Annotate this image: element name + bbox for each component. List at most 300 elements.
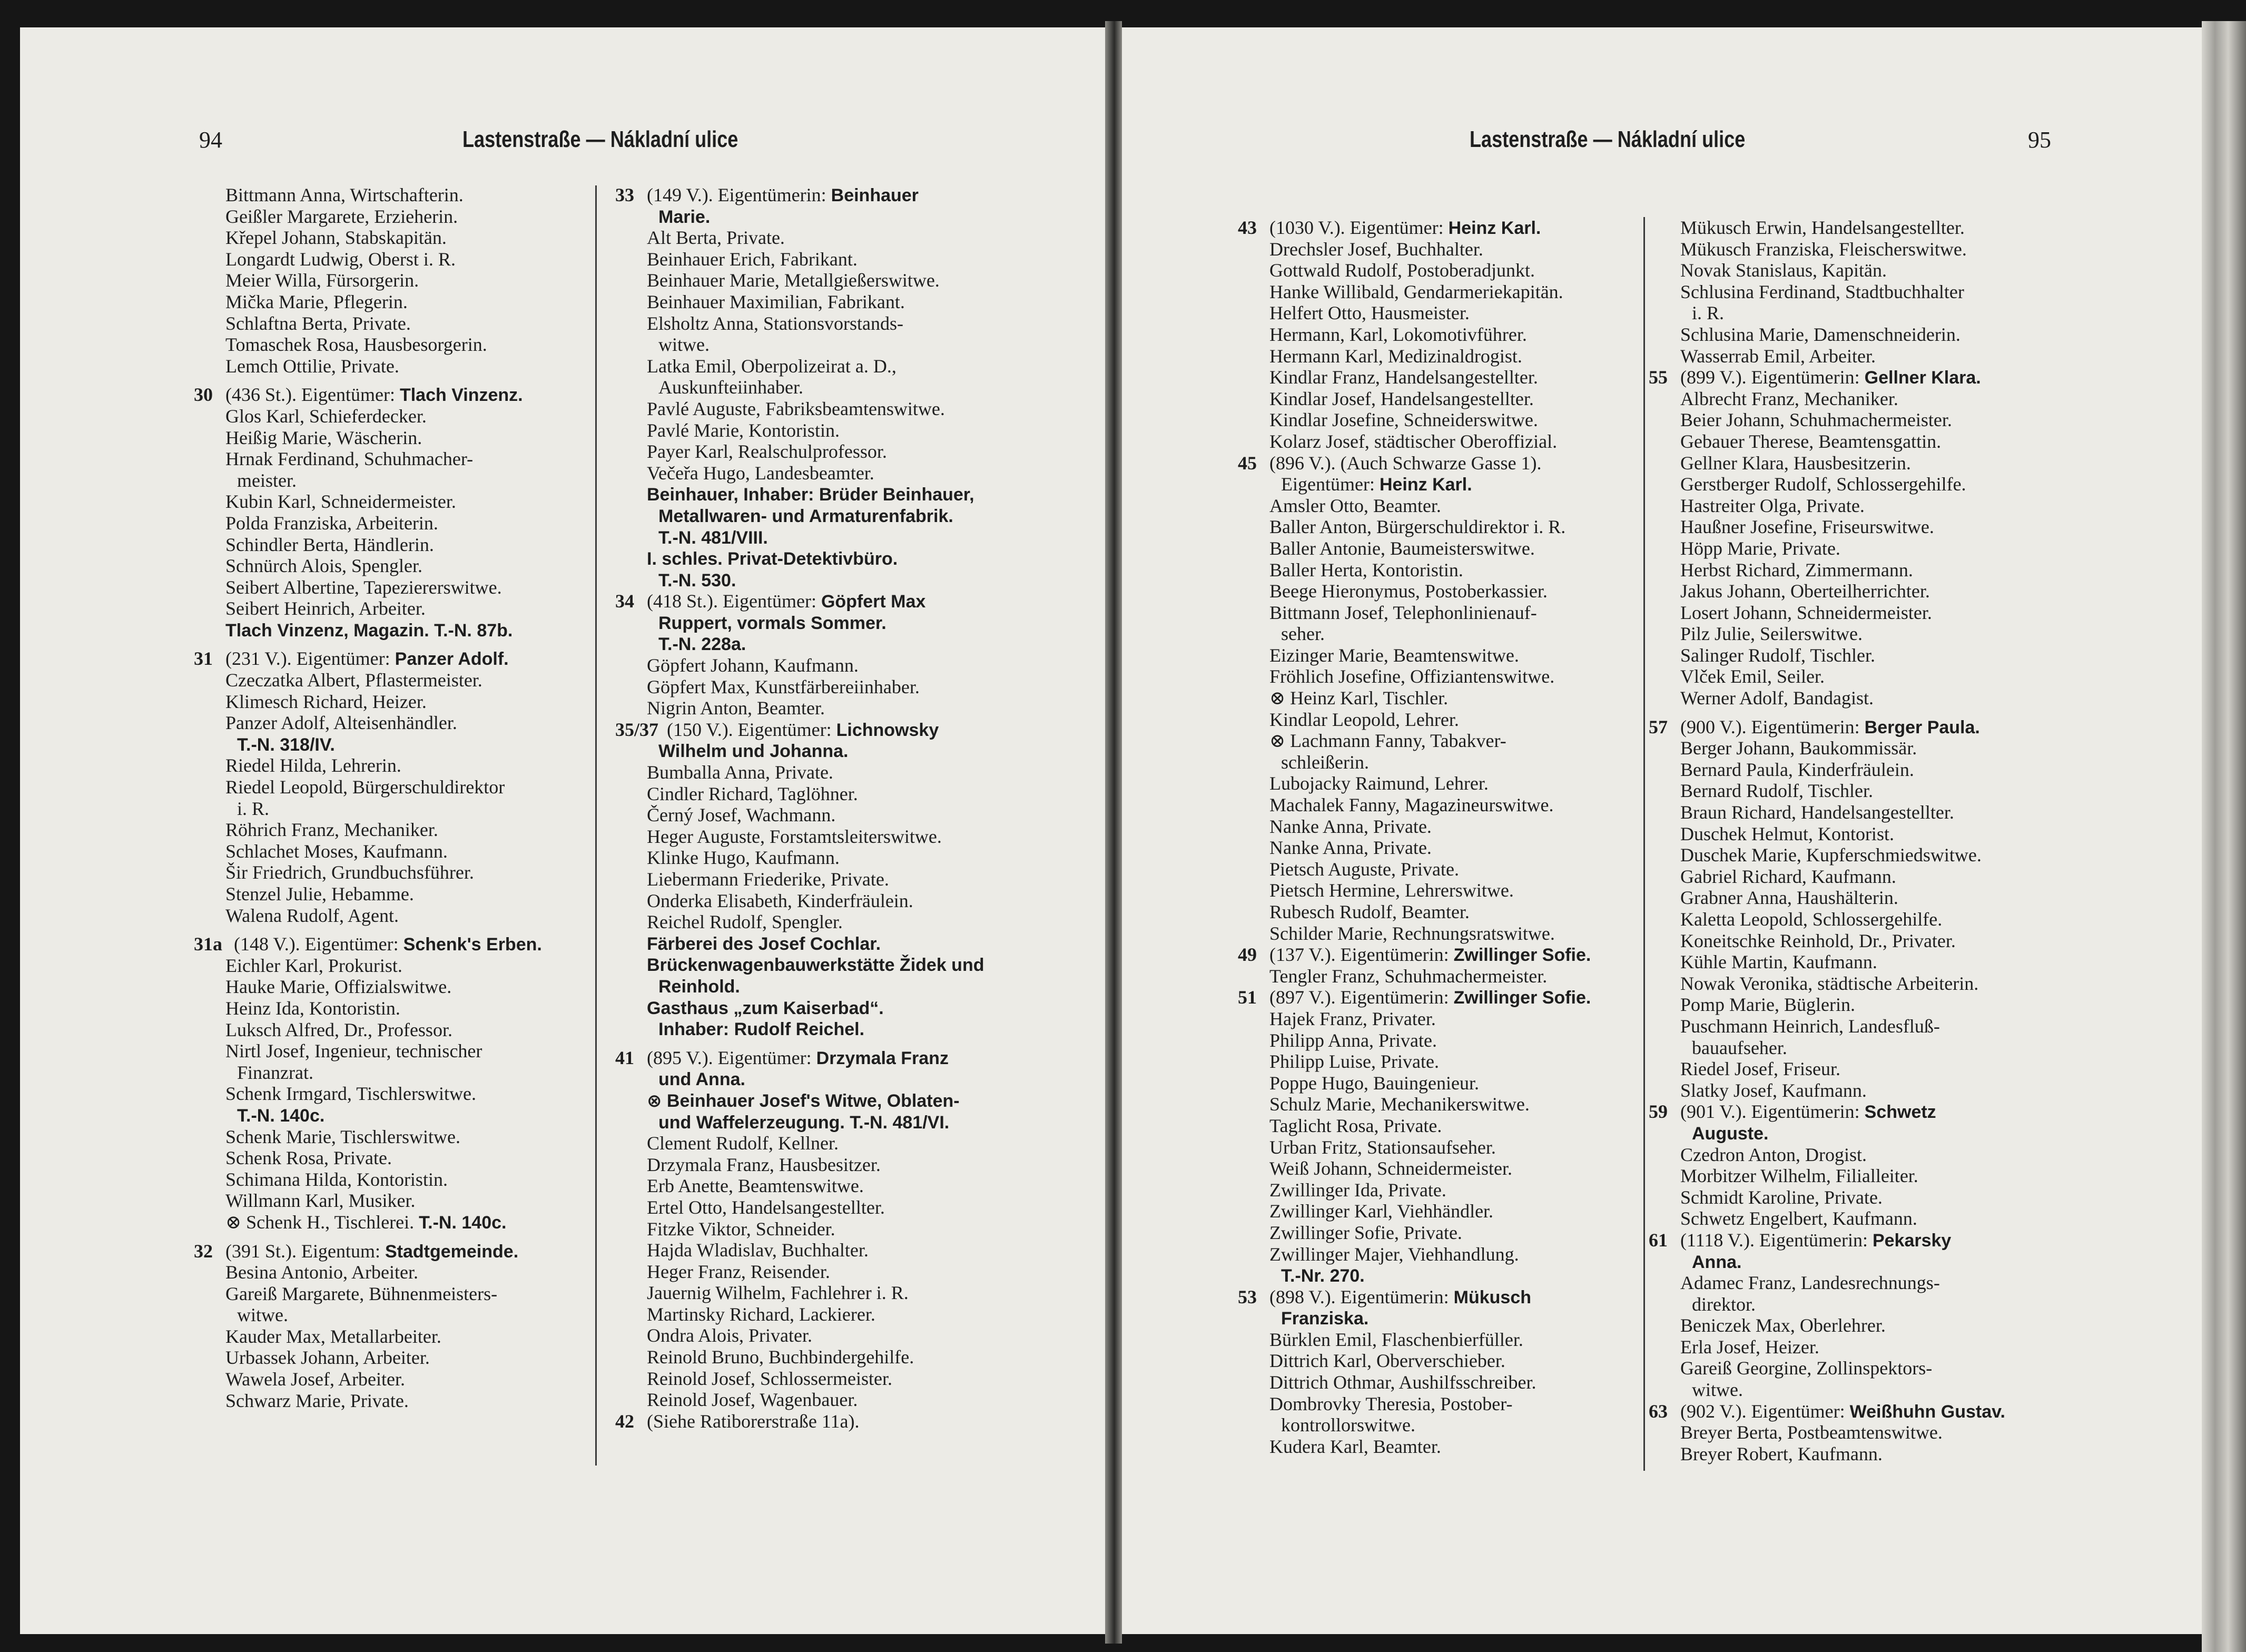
entry-gap [194, 1233, 542, 1241]
entry-text: Beier Johann, Schuhmachermeister. [1680, 409, 1952, 431]
entry-text: Morbitzer Wilhelm, Filialleiter. [1680, 1165, 1918, 1187]
column-rule-left [595, 185, 597, 1466]
entry-text: Baller Herta, Kontoristin. [1269, 559, 1463, 581]
entry-text: Bürklen Emil, Flaschenbierfüller. [1269, 1329, 1523, 1350]
entry-bold-text: Inhaber: Rudolf Reichel. [658, 1019, 865, 1040]
entry-text: Pavlé Marie, Kontoristin. [647, 419, 840, 441]
entry-text: Czeczatka Albert, Pflastermeister. [225, 670, 482, 691]
entry-bold-text: Berger Paula. [1864, 717, 1980, 738]
entry-text: Reinold Josef, Wagenbauer. [647, 1389, 858, 1411]
resident-line [1649, 1016, 2005, 1037]
entry-bold-text: T.-N. 140c. [419, 1212, 507, 1233]
resident-line [1649, 409, 2005, 431]
resident-line [194, 291, 542, 313]
resident-line [1649, 666, 2005, 687]
entry-text: bauaufseher. [1692, 1037, 1787, 1058]
entry-text: Černý Josef, Wachmann. [647, 804, 836, 826]
resident-line [1649, 994, 2005, 1016]
entry-text: Hanke Willibald, Gendarmeriekapitän. [1269, 281, 1563, 302]
house-number: 31 [194, 648, 213, 670]
resident-line [1238, 623, 1591, 645]
resident-line [194, 1190, 542, 1212]
entry-text: Schwetz Engelbert, Kaufmann. [1680, 1208, 1917, 1230]
entry-text: (1030 V.). Eigentümer: [1269, 217, 1449, 238]
resident-line [194, 691, 542, 713]
house-entry [615, 1047, 984, 1069]
resident-line [1649, 1165, 2005, 1187]
resident-line [1649, 495, 2005, 517]
page-number-right: 95 [2028, 127, 2051, 153]
resident-line [194, 1147, 542, 1169]
entry-text: schleißerin. [1281, 751, 1369, 773]
entry-text: Pilz Julie, Seilerswitwe. [1680, 623, 1863, 645]
entry-bold-text: Zwillinger Sofie. [1453, 988, 1591, 1008]
entry-text: Finanzrat. [237, 1061, 313, 1083]
resident-line [194, 577, 542, 598]
resident-line [194, 862, 542, 883]
resident-line [194, 1283, 542, 1305]
resident-line [194, 819, 542, 841]
entry-text: (897 V.). Eigentümerin: [1269, 987, 1454, 1008]
house-number: 30 [194, 384, 213, 406]
resident-line [194, 270, 542, 291]
resident-line [1649, 1294, 2005, 1315]
entry-text: Gareiß Georgine, Zollinspektors- [1680, 1358, 1933, 1379]
entry-text: Pavlé Auguste, Fabriksbeamtenswitwe. [647, 398, 945, 419]
resident-line [194, 841, 542, 862]
resident-line [1238, 324, 1591, 346]
entry-text: Gebauer Therese, Beamtensgattin. [1680, 430, 1942, 452]
resident-line [615, 463, 984, 484]
entry-text: Philipp Luise, Private. [1269, 1051, 1439, 1073]
resident-line [194, 1390, 542, 1412]
resident-line [615, 804, 984, 826]
resident-line [194, 555, 542, 577]
entry-bold-text: Marie. [658, 206, 711, 227]
house-entry [1649, 716, 2005, 738]
entry-text: i. R. [237, 798, 270, 819]
entry-gap [194, 377, 542, 384]
entry-bold-text: Metallwaren- und Armaturenfabrik. [658, 506, 953, 526]
house-entry [1649, 1230, 2005, 1251]
resident-line [615, 377, 984, 398]
entry-text: Nirtl Josef, Ingenieur, technischer [225, 1040, 482, 1062]
entry-text: Fröhlich Josefine, Offiziantenswitwe. [1269, 666, 1555, 687]
resident-line [1238, 645, 1591, 666]
house-entry [194, 1241, 542, 1262]
resident-line [1238, 281, 1591, 303]
resident-line [1649, 1443, 2005, 1465]
entry-text: Kudera Karl, Beamter. [1269, 1435, 1441, 1457]
entry-text: Gareiß Margarete, Bühnenmeisters- [225, 1283, 498, 1304]
resident-line [1238, 581, 1591, 602]
entry-text: Höpp Marie, Private. [1680, 537, 1840, 559]
resident-line [1649, 1272, 2005, 1294]
resident-line [1238, 1201, 1591, 1222]
entry-text: witwe. [1692, 1379, 1743, 1401]
entry-bold-text: Lichnowsky [836, 720, 939, 740]
entry-text: ⊗ Heinz Karl, Tischler. [1269, 687, 1449, 709]
entry-text: (391 St.). Eigentum: [225, 1240, 385, 1262]
house-number: 49 [1238, 944, 1257, 966]
resident-line [615, 869, 984, 890]
resident-line [194, 883, 542, 905]
entry-text: Kauder Max, Metallarbeiter. [225, 1325, 441, 1347]
resident-line [1238, 794, 1591, 816]
entry-text: Besina Antonio, Arbeiter. [225, 1262, 418, 1283]
entry-bold-text: ⊗ Beinhauer Josef's Witwe, Oblaten- [647, 1090, 960, 1111]
house-number: 59 [1649, 1101, 1668, 1123]
entry-text: Nanke Anna, Private. [1269, 837, 1432, 859]
entry-bold-text: Tlach Vinzenz, Magazin. T.-N. 87b. [225, 620, 513, 641]
resident-line [615, 1175, 984, 1197]
house-number: 55 [1649, 367, 1668, 388]
resident-line [615, 890, 984, 912]
entry-bold-text: Beinhauer [831, 185, 919, 205]
resident-line [1649, 388, 2005, 410]
resident-line [1649, 930, 2005, 952]
resident-line [1649, 823, 2005, 845]
resident-line [615, 783, 984, 805]
entry-text: Rubesch Rudolf, Beamter. [1269, 901, 1470, 922]
entry-text: Zwillinger Majer, Viehhandlung. [1269, 1243, 1519, 1265]
entry-text: Schmidt Karoline, Private. [1680, 1186, 1883, 1208]
entry-bold-text: T.-N. 140c. [237, 1105, 325, 1126]
resident-line [1649, 1315, 2005, 1336]
entry-text: Tomaschek Rosa, Hausbesorgerin. [225, 334, 487, 356]
resident-line [1238, 709, 1591, 731]
entry-bold-text: Stadtgemeinde. [385, 1241, 519, 1262]
resident-line [1238, 367, 1591, 388]
resident-line [194, 598, 542, 620]
resident-line [615, 1261, 984, 1283]
resident-line [1649, 802, 2005, 823]
resident-line [615, 933, 984, 955]
entry-text: Heger Auguste, Forstamtsleiterswitwe. [647, 825, 942, 847]
resident-line [1238, 1436, 1591, 1458]
resident-line [1649, 281, 2005, 303]
resident-line [194, 776, 542, 798]
resident-line [615, 1368, 984, 1390]
entry-bold-text: und Anna. [658, 1069, 745, 1090]
resident-line [194, 798, 542, 820]
entry-text: Zwillinger Karl, Viehhändler. [1269, 1201, 1494, 1222]
resident-line [194, 1083, 542, 1105]
resident-line [1238, 538, 1591, 559]
resident-line [194, 334, 542, 356]
entry-text: Reinold Bruno, Buchbindergehilfe. [647, 1346, 914, 1368]
entry-text: Salinger Rudolf, Tischler. [1680, 644, 1876, 666]
entry-text: Schnürch Alois, Spengler. [225, 555, 422, 577]
entry-text: Fitzke Viktor, Schneider. [647, 1218, 835, 1240]
resident-line [194, 227, 542, 249]
house-entry [194, 648, 542, 670]
column-rule-right [1643, 217, 1645, 1471]
entry-text: (436 St.). Eigentümer: [225, 384, 400, 406]
entry-text: Göpfert Max, Kunstfärbereiinhaber. [647, 676, 920, 697]
entry-text: Dittrich Karl, Oberverschieber. [1269, 1350, 1505, 1372]
resident-line [194, 427, 542, 449]
resident-line [1238, 966, 1591, 987]
entry-text: Večeřa Hugo, Landesbeamter. [647, 462, 874, 484]
resident-line [615, 1133, 984, 1154]
house-entry [615, 1411, 984, 1432]
entry-text: Hrnak Ferdinand, Schuhmacher- [225, 448, 474, 470]
entry-text: Amsler Otto, Beamter. [1269, 495, 1441, 516]
entry-text: Kühle Martin, Kaufmann. [1680, 951, 1877, 973]
entry-bold-text: Heinz Karl. [1379, 475, 1472, 495]
entry-gap [194, 641, 542, 648]
entry-bold-text: Panzer Adolf. [395, 649, 509, 670]
resident-line [194, 1019, 542, 1041]
entry-text: Mička Marie, Pflegerin. [225, 291, 408, 312]
resident-line [194, 712, 542, 734]
entry-bold-text: Auguste. [1692, 1123, 1769, 1144]
resident-line [194, 670, 542, 691]
resident-line [615, 249, 984, 270]
house-number: 53 [1238, 1286, 1257, 1307]
entry-bold-text: Färberei des Josef Cochlar. [647, 933, 881, 954]
resident-line [1649, 260, 2005, 281]
resident-line [1649, 1123, 2005, 1144]
resident-line [194, 1040, 542, 1062]
entry-text: Luksch Alfred, Dr., Professor. [225, 1019, 452, 1040]
resident-line [615, 569, 984, 591]
house-entry [1649, 1401, 2005, 1422]
resident-line [615, 1282, 984, 1304]
resident-line [194, 1347, 542, 1369]
entry-text: direktor. [1692, 1293, 1756, 1315]
entry-text: Schulz Marie, Mechanikerswitwe. [1269, 1094, 1530, 1115]
resident-line [615, 655, 984, 676]
entry-text: Latka Emil, Oberpolizeirat a. D., [647, 355, 897, 377]
entry-text: kontrollorswitwe. [1281, 1414, 1415, 1436]
entry-text: Philipp Anna, Private. [1269, 1029, 1437, 1051]
resident-line [1649, 474, 2005, 495]
entry-text: Hermann Karl, Medizinaldrogist. [1269, 345, 1522, 367]
entry-bold-text: Gellner Klara. [1864, 368, 1981, 388]
entry-text: Eizinger Marie, Beamtenswitwe. [1269, 644, 1519, 666]
entry-text: Kolarz Josef, städtischer Oberoffizial. [1269, 430, 1558, 452]
entry-text: Clement Rudolf, Kellner. [647, 1133, 839, 1154]
resident-line [1649, 866, 2005, 888]
house-number: 32 [194, 1240, 213, 1262]
resident-line [194, 976, 542, 998]
resident-line [194, 448, 542, 470]
resident-line [1649, 759, 2005, 781]
entry-text: Riedel Josef, Friseur. [1680, 1058, 1840, 1080]
resident-line [1649, 559, 2005, 581]
entry-bold-text: I. schles. Privat-Detektivbüro. [647, 549, 898, 569]
entry-text: Kubin Karl, Schneidermeister. [225, 491, 456, 513]
entry-text: Adamec Franz, Landesrechnungs- [1680, 1272, 1940, 1294]
resident-line [1649, 1251, 2005, 1273]
entry-bold-text: Anna. [1692, 1252, 1742, 1272]
book-gutter [1105, 21, 1122, 1644]
resident-line [1238, 474, 1591, 495]
entry-text: Werner Adolf, Bandagist. [1680, 687, 1874, 709]
entry-text: Stenzel Julie, Hebamme. [225, 883, 414, 904]
entry-text: Polda Franziska, Arbeiterin. [225, 512, 438, 534]
resident-line [1238, 516, 1591, 538]
resident-line [1238, 901, 1591, 923]
entry-text: Erla Josef, Heizer. [1680, 1336, 1819, 1358]
entry-bold-text: Drzymala Franz [816, 1048, 949, 1068]
page-number-left: 94 [199, 127, 222, 153]
house-entry [1238, 453, 1591, 474]
entry-text: Meier Willa, Fürsorgerin. [225, 270, 419, 291]
resident-line [1238, 431, 1591, 453]
entry-text: Urban Fritz, Stationsaufseher. [1269, 1136, 1496, 1158]
entry-gap [194, 926, 542, 933]
resident-line [1238, 260, 1591, 281]
entry-text: Baller Antonie, Baumeisterswitwe. [1269, 537, 1535, 559]
resident-line [1238, 923, 1591, 945]
entry-text: Schlusina Marie, Damenschneiderin. [1680, 323, 1961, 345]
entry-text: Duschek Helmut, Kontorist. [1680, 823, 1894, 844]
entry-text: Gellner Klara, Hausbesitzerin. [1680, 452, 1911, 474]
entry-bold-text: Weißhuhn Gustav. [1849, 1401, 2005, 1422]
entry-gap [615, 1040, 984, 1047]
resident-line [1238, 346, 1591, 367]
resident-line [1649, 1080, 2005, 1102]
entry-text: Breyer Robert, Kaufmann. [1680, 1443, 1883, 1464]
entry-text: (896 V.). (Auch Schwarze Gasse 1). [1269, 452, 1542, 474]
entry-text: Liebermann Friederike, Private. [647, 869, 889, 890]
resident-line [1238, 409, 1591, 431]
entry-text: Zwillinger Sofie, Private. [1269, 1222, 1462, 1243]
resident-line [1649, 602, 2005, 624]
resident-line [1238, 559, 1591, 581]
entry-text: Ertel Otto, Handelsangestellter. [647, 1196, 885, 1218]
entry-text: Reinold Josef, Schlossermeister. [647, 1368, 892, 1389]
entry-text: Hauke Marie, Offizialswitwe. [225, 976, 452, 998]
entry-text: Helfert Otto, Hausmeister. [1269, 302, 1470, 324]
resident-line [194, 491, 542, 513]
entry-text: Urbassek Johann, Arbeiter. [225, 1347, 430, 1369]
resident-line [615, 505, 984, 527]
entry-text: Jakus Johann, Oberteilherrichter. [1680, 581, 1930, 602]
resident-line [615, 1068, 984, 1090]
entry-text: (149 V.). Eigentümerin: [647, 184, 831, 205]
entry-bold-text: Zwillinger Sofie. [1453, 945, 1591, 966]
entry-text: Lubojacky Raimund, Lehrer. [1269, 773, 1489, 794]
entry-text: Beinhauer Maximilian, Fabrikant. [647, 291, 905, 312]
resident-line [615, 997, 984, 1019]
resident-line [1238, 880, 1591, 901]
resident-line [615, 1154, 984, 1176]
resident-line [1238, 1222, 1591, 1244]
house-number: 43 [1238, 217, 1257, 238]
running-head-left: Lastenstraße — Nákladní ulice [462, 126, 738, 152]
entry-text: Bittmann Anna, Wirtschafterin. [225, 184, 464, 205]
entry-text: Longardt Ludwig, Oberst i. R. [225, 248, 456, 270]
resident-line [1238, 1051, 1591, 1073]
entry-text: Beniczek Max, Oberlehrer. [1680, 1315, 1886, 1336]
resident-line [1238, 730, 1591, 752]
entry-text: Breyer Berta, Postbeamtenswitwe. [1680, 1422, 1943, 1443]
entry-text: Grabner Anna, Haushälterin. [1680, 887, 1898, 909]
resident-line [1238, 1094, 1591, 1115]
resident-line [1649, 538, 2005, 559]
entry-text: witwe. [658, 334, 710, 356]
entry-text: Auskunfteiinhaber. [658, 377, 803, 398]
resident-line [615, 420, 984, 441]
resident-line [1238, 1179, 1591, 1201]
resident-line [615, 954, 984, 976]
entry-bold-text: Mükusch [1453, 1287, 1531, 1307]
resident-line [1649, 1037, 2005, 1059]
entry-text: Klimesch Richard, Heizer. [225, 691, 427, 712]
entry-text: Losert Johann, Schneidermeister. [1680, 602, 1932, 623]
entry-bold-text: Beinhauer, Inhaber: Brüder Beinhauer, [647, 485, 974, 505]
resident-line [1238, 752, 1591, 773]
entry-text: Hajek Franz, Privater. [1269, 1008, 1436, 1029]
resident-line [194, 1105, 542, 1126]
resident-line [615, 1389, 984, 1411]
entry-text: Schilder Marie, Rechnungsratswitwe. [1269, 922, 1555, 944]
entry-text: Schimana Hilda, Kontoristin. [225, 1168, 448, 1190]
resident-line [615, 291, 984, 313]
resident-line [1649, 844, 2005, 866]
resident-line [194, 184, 542, 206]
entry-text: (Siehe Ratiborerstraße 11a). [647, 1410, 860, 1432]
entry-text: Braun Richard, Handelsangestellter. [1680, 802, 1954, 823]
house-number: 51 [1238, 987, 1257, 1008]
entry-text: Berger Johann, Baukommissär. [1680, 738, 1917, 759]
entry-bold-text: Heinz Karl. [1448, 218, 1541, 238]
entry-text: Panzer Adolf, Alteisenhändler. [225, 712, 457, 734]
entry-text: Göpfert Johann, Kaufmann. [647, 655, 859, 676]
entry-text: Riedel Hilda, Lehrerin. [225, 755, 401, 776]
entry-text: Dittrich Othmar, Aushilfsschreiber. [1269, 1372, 1536, 1393]
entry-text: Kindlar Josef, Handelsangestellter. [1269, 388, 1534, 409]
resident-line [1238, 1329, 1591, 1351]
entry-text: Seibert Heinrich, Arbeiter. [225, 598, 426, 620]
page-edges [2202, 21, 2246, 1652]
entry-text: Wasserrab Emil, Arbeiter. [1680, 345, 1876, 367]
entry-bold-text: Schwetz [1864, 1102, 1936, 1123]
resident-line [1649, 623, 2005, 645]
resident-line [1649, 453, 2005, 474]
entry-text: Geißler Margarete, Erzieherin. [225, 205, 458, 227]
entry-text: Martinsky Richard, Lackierer. [647, 1303, 875, 1325]
entry-text: Glos Karl, Schieferdecker. [225, 405, 427, 427]
entry-bold-text: Tlach Vinzenz. [399, 385, 523, 406]
resident-line [194, 734, 542, 755]
entry-text: meister. [237, 469, 297, 491]
resident-line [615, 206, 984, 228]
resident-line [1238, 687, 1591, 709]
house-entry [615, 184, 984, 206]
entry-text: (900 V.). Eigentümerin: [1680, 716, 1865, 738]
entry-text: (150 V.). Eigentümer: [667, 719, 836, 740]
resident-line [615, 441, 984, 463]
house-entry [1649, 1101, 2005, 1123]
resident-line [194, 1062, 542, 1084]
entry-text: Mükusch Erwin, Handelsangestellter. [1680, 217, 1965, 238]
entry-text: Ondra Alois, Privater. [647, 1325, 812, 1346]
resident-line [1238, 666, 1591, 687]
resident-line [615, 847, 984, 869]
resident-line [1649, 738, 2005, 759]
entry-text: (899 V.). Eigentümerin: [1680, 367, 1865, 388]
resident-line [615, 1304, 984, 1325]
left-column-1 [194, 184, 542, 1411]
entry-text: Drzymala Franz, Hausbesitzer. [647, 1154, 881, 1175]
resident-line [1238, 1350, 1591, 1372]
resident-line [615, 548, 984, 569]
